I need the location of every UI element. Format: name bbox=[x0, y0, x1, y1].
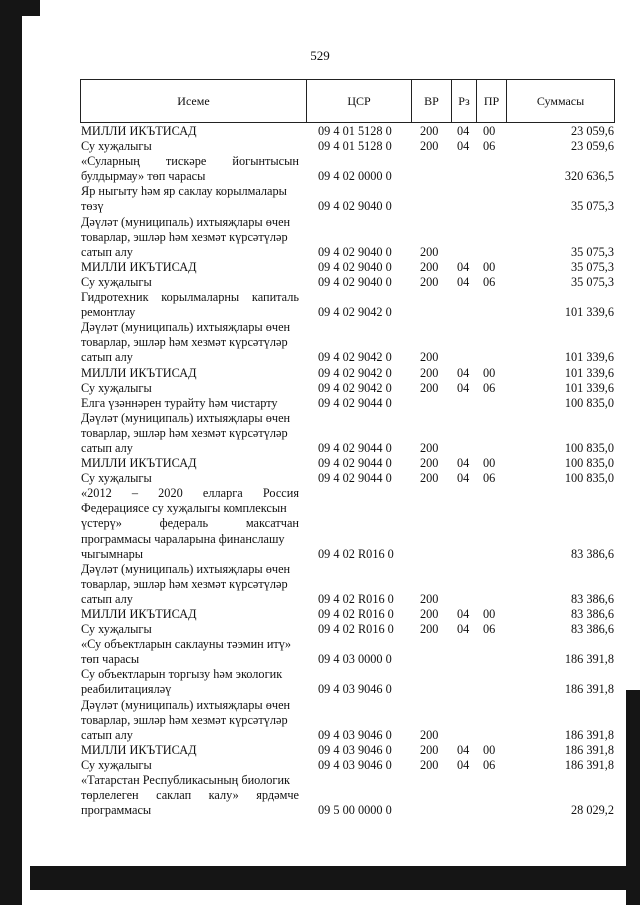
row-sum: 28 029,2 bbox=[570, 803, 614, 818]
table-row bbox=[80, 667, 615, 682]
row-sum: 101 339,6 bbox=[564, 305, 614, 320]
row-name: төп чарасы bbox=[81, 652, 140, 667]
row-name: булдырмау» төп чарасы bbox=[81, 169, 206, 184]
table-row bbox=[80, 335, 615, 350]
table-row bbox=[80, 411, 615, 426]
table-row bbox=[80, 577, 615, 592]
table-row bbox=[80, 758, 615, 773]
table-row bbox=[80, 381, 615, 396]
table-row bbox=[80, 532, 615, 547]
table-row bbox=[80, 305, 615, 320]
row-rz: 04 bbox=[457, 471, 470, 486]
row-rz: 04 bbox=[457, 274, 470, 289]
row-sum: 83 386,6 bbox=[570, 622, 614, 637]
row-vr: 200 bbox=[420, 440, 439, 455]
table-row bbox=[80, 199, 615, 214]
row-vr: 200 bbox=[420, 274, 439, 289]
table-row bbox=[80, 547, 615, 562]
row-vr: 200 bbox=[420, 607, 439, 621]
row-sum: 23 059,6 bbox=[570, 124, 614, 138]
row-name: МИЛЛИ ИКЪТИСАД bbox=[81, 259, 197, 274]
row-name: Яр ныгыту һәм яр саклау корылмалары bbox=[81, 184, 287, 199]
row-name: товарлар, эшләр һәм хезмәт күрсәтүләр bbox=[81, 229, 288, 244]
row-csr: 09 4 02 9040 0 bbox=[318, 274, 392, 289]
row-pr: 06 bbox=[483, 622, 496, 637]
row-sum: 186 391,8 bbox=[564, 757, 614, 772]
row-name: Су хуҗалыгы bbox=[81, 622, 152, 637]
row-vr: 200 bbox=[420, 380, 439, 395]
row-sum: 35 075,3 bbox=[570, 259, 614, 274]
row-name: МИЛЛИ ИКЪТИСАД bbox=[81, 742, 197, 757]
table-body bbox=[80, 124, 615, 818]
row-rz: 04 bbox=[457, 742, 470, 757]
row-csr: 09 4 03 9046 0 bbox=[318, 727, 392, 742]
row-name: МИЛЛИ ИКЪТИСАД bbox=[81, 456, 197, 471]
table-row bbox=[80, 456, 615, 471]
row-rz: 04 bbox=[457, 259, 470, 274]
row-csr: 09 4 02 R016 0 bbox=[318, 546, 394, 561]
row-csr: 09 4 02 9040 0 bbox=[318, 259, 392, 274]
row-csr: 09 4 02 R016 0 bbox=[318, 607, 394, 621]
row-sum: 320 636,5 bbox=[564, 169, 614, 184]
row-name: МИЛЛИ ИКЪТИСАД bbox=[81, 124, 197, 138]
table-row bbox=[80, 592, 615, 607]
row-csr: 09 4 02 9040 0 bbox=[318, 199, 392, 214]
table-row bbox=[80, 788, 615, 803]
row-name: сатып алу bbox=[81, 350, 133, 365]
row-name: Федерациясе су хуҗалыгы комплексын bbox=[81, 501, 287, 516]
table-row bbox=[80, 441, 615, 456]
row-name: «Су объектларын саклауны тәэмин итү» bbox=[81, 637, 292, 652]
row-vr: 200 bbox=[420, 591, 439, 606]
row-name: реабилитацияләү bbox=[81, 682, 172, 697]
row-name: Су хуҗалыгы bbox=[81, 380, 152, 395]
row-sum: 100 835,0 bbox=[564, 471, 614, 486]
scan-edge-corner bbox=[0, 0, 40, 16]
table-row bbox=[80, 486, 615, 501]
row-name: төрлелеген саклап калу» ярдәмче bbox=[81, 788, 299, 803]
row-vr: 200 bbox=[420, 742, 439, 757]
table-row bbox=[80, 471, 615, 486]
row-name: программасы чараларына финанслашу bbox=[81, 531, 285, 546]
table-row bbox=[80, 154, 615, 169]
row-sum: 186 391,8 bbox=[564, 682, 614, 697]
table-row bbox=[80, 124, 615, 139]
row-name: Дәүләт (муниципаль) ихтыяҗлары өчен bbox=[81, 320, 291, 335]
table-row bbox=[80, 169, 615, 184]
row-pr: 00 bbox=[483, 742, 496, 757]
row-vr: 200 bbox=[420, 622, 439, 637]
row-name: МИЛЛИ ИКЪТИСАД bbox=[81, 365, 197, 380]
row-csr: 09 4 03 9046 0 bbox=[318, 682, 392, 697]
row-name: Елга үзәннәрен турайту һәм чистарту bbox=[81, 395, 278, 410]
row-csr: 09 4 01 5128 0 bbox=[318, 139, 392, 154]
row-sum: 23 059,6 bbox=[570, 139, 614, 154]
row-vr: 200 bbox=[420, 471, 439, 486]
row-csr: 09 4 02 R016 0 bbox=[318, 622, 394, 637]
row-name: Су хуҗалыгы bbox=[81, 274, 152, 289]
row-name: «Суларның тискәре йогынтысын bbox=[81, 154, 299, 169]
row-name: программасы bbox=[81, 803, 152, 818]
scan-edge-left bbox=[0, 0, 22, 905]
row-sum: 35 075,3 bbox=[570, 274, 614, 289]
table-row bbox=[80, 516, 615, 531]
row-csr: 09 4 01 5128 0 bbox=[318, 124, 392, 138]
row-name: сатып алу bbox=[81, 727, 133, 742]
row-name: ремонтлау bbox=[81, 305, 136, 320]
row-rz: 04 bbox=[457, 757, 470, 772]
row-name: сатып алу bbox=[81, 440, 133, 455]
row-csr: 09 5 00 0000 0 bbox=[318, 803, 392, 818]
table-row bbox=[80, 245, 615, 260]
header-rz: Рз bbox=[452, 80, 477, 122]
table-row bbox=[80, 396, 615, 411]
table-row bbox=[80, 275, 615, 290]
row-vr: 200 bbox=[420, 350, 439, 365]
row-pr: 06 bbox=[483, 471, 496, 486]
row-rz: 04 bbox=[457, 456, 470, 471]
row-csr: 09 4 02 9040 0 bbox=[318, 244, 392, 259]
row-name: товарлар, эшләр һәм хезмәт күрсәтүләр bbox=[81, 576, 288, 591]
row-vr: 200 bbox=[420, 727, 439, 742]
scan-edge-right bbox=[626, 690, 640, 905]
row-sum: 35 075,3 bbox=[570, 199, 614, 214]
row-csr: 09 4 02 9042 0 bbox=[318, 350, 392, 365]
row-sum: 83 386,6 bbox=[570, 607, 614, 621]
table-row bbox=[80, 803, 615, 818]
row-pr: 06 bbox=[483, 757, 496, 772]
row-pr: 06 bbox=[483, 274, 496, 289]
row-csr: 09 4 02 0000 0 bbox=[318, 169, 392, 184]
table-row bbox=[80, 682, 615, 697]
scan-edge-bottom bbox=[30, 866, 640, 890]
table-row bbox=[80, 713, 615, 728]
page-number: 529 bbox=[310, 48, 330, 63]
row-sum: 101 339,6 bbox=[564, 350, 614, 365]
table-row bbox=[80, 139, 615, 154]
row-name: товарлар, эшләр һәм хезмәт күрсәтүләр bbox=[81, 712, 288, 727]
row-csr: 09 4 02 9042 0 bbox=[318, 305, 392, 320]
table-row bbox=[80, 184, 615, 199]
header-csr: ЦСР bbox=[307, 80, 412, 122]
row-csr: 09 4 02 9044 0 bbox=[318, 440, 392, 455]
table-row bbox=[80, 728, 615, 743]
table-row bbox=[80, 773, 615, 788]
row-pr: 00 bbox=[483, 607, 496, 621]
row-csr: 09 4 02 9044 0 bbox=[318, 395, 392, 410]
table-row bbox=[80, 607, 615, 622]
table-row bbox=[80, 426, 615, 441]
row-pr: 00 bbox=[483, 259, 496, 274]
row-sum: 100 835,0 bbox=[564, 395, 614, 410]
table-row bbox=[80, 562, 615, 577]
table-row bbox=[80, 320, 615, 335]
row-csr: 09 4 03 0000 0 bbox=[318, 652, 392, 667]
row-sum: 186 391,8 bbox=[564, 727, 614, 742]
row-name: үстерү» федераль максатчан bbox=[81, 516, 299, 531]
header-sum: Суммасы bbox=[536, 94, 585, 108]
row-rz: 04 bbox=[457, 607, 470, 621]
row-name: «Татарстан Республикасының биологик bbox=[81, 773, 291, 788]
row-name: Су хуҗалыгы bbox=[81, 139, 152, 154]
row-vr: 200 bbox=[420, 124, 439, 138]
row-name: төзү bbox=[81, 199, 104, 214]
table-row bbox=[80, 637, 615, 652]
row-name: сатып алу bbox=[81, 244, 133, 259]
table-row bbox=[80, 698, 615, 713]
header-pr: ПР bbox=[477, 80, 507, 122]
table-row bbox=[80, 743, 615, 758]
row-name: Дәүләт (муниципаль) ихтыяҗлары өчен bbox=[81, 561, 291, 576]
row-sum: 101 339,6 bbox=[564, 365, 614, 380]
table-row bbox=[80, 215, 615, 230]
row-vr: 200 bbox=[420, 259, 439, 274]
row-csr: 09 4 02 9044 0 bbox=[318, 471, 392, 486]
row-vr: 200 bbox=[420, 757, 439, 772]
table-row bbox=[80, 501, 615, 516]
row-sum: 100 835,0 bbox=[564, 440, 614, 455]
row-vr: 200 bbox=[420, 244, 439, 259]
row-name: Су хуҗалыгы bbox=[81, 757, 152, 772]
row-name: МИЛЛИ ИКЪТИСАД bbox=[81, 607, 197, 621]
row-csr: 09 4 03 9046 0 bbox=[318, 742, 392, 757]
row-name: Дәүләт (муниципаль) ихтыяҗлары өчен bbox=[81, 214, 291, 229]
row-csr: 09 4 02 9042 0 bbox=[318, 365, 392, 380]
row-name: товарлар, эшләр һәм хезмәт күрсәтүләр bbox=[81, 335, 288, 350]
table-row bbox=[80, 290, 615, 305]
row-name: Гидротехник корылмаларны капиталь bbox=[81, 290, 299, 305]
row-sum: 186 391,8 bbox=[564, 652, 614, 667]
row-pr: 00 bbox=[483, 124, 496, 138]
row-rz: 04 bbox=[457, 139, 470, 154]
table-row bbox=[80, 652, 615, 667]
row-pr: 00 bbox=[483, 456, 496, 471]
row-name: Су хуҗалыгы bbox=[81, 471, 152, 486]
row-csr: 09 4 02 9042 0 bbox=[318, 380, 392, 395]
row-vr: 200 bbox=[420, 365, 439, 380]
table-row bbox=[80, 366, 615, 381]
table-row bbox=[80, 350, 615, 365]
row-name: Су объектларын торгызу һәм экологик bbox=[81, 667, 283, 682]
row-rz: 04 bbox=[457, 622, 470, 637]
table-row bbox=[80, 230, 615, 245]
row-vr: 200 bbox=[420, 139, 439, 154]
row-pr: 00 bbox=[483, 365, 496, 380]
row-rz: 04 bbox=[457, 124, 470, 138]
row-rz: 04 bbox=[457, 365, 470, 380]
row-sum: 83 386,6 bbox=[570, 591, 614, 606]
row-sum: 83 386,6 bbox=[570, 546, 614, 561]
row-sum: 186 391,8 bbox=[564, 742, 614, 757]
header-vr: ВР bbox=[412, 80, 452, 122]
header-name: Исеме bbox=[81, 80, 307, 122]
row-csr: 09 4 03 9046 0 bbox=[318, 757, 392, 772]
row-name: чыгымнары bbox=[81, 546, 143, 561]
row-sum: 100 835,0 bbox=[564, 456, 614, 471]
row-name: Дәүләт (муниципаль) ихтыяҗлары өчен bbox=[81, 697, 291, 712]
row-name: «2012 – 2020 елларга Россия bbox=[81, 486, 299, 501]
row-pr: 06 bbox=[483, 139, 496, 154]
table-header bbox=[80, 79, 615, 123]
table-row bbox=[80, 622, 615, 637]
table-row bbox=[80, 260, 615, 275]
row-vr: 200 bbox=[420, 456, 439, 471]
row-pr: 06 bbox=[483, 380, 496, 395]
row-rz: 04 bbox=[457, 380, 470, 395]
row-name: Дәүләт (муниципаль) ихтыяҗлары өчен bbox=[81, 410, 291, 425]
row-csr: 09 4 02 R016 0 bbox=[318, 591, 394, 606]
row-csr: 09 4 02 9044 0 bbox=[318, 456, 392, 471]
row-name: сатып алу bbox=[81, 591, 133, 606]
row-name: товарлар, эшләр һәм хезмәт күрсәтүләр bbox=[81, 425, 288, 440]
row-sum: 35 075,3 bbox=[570, 244, 614, 259]
row-sum: 101 339,6 bbox=[564, 380, 614, 395]
